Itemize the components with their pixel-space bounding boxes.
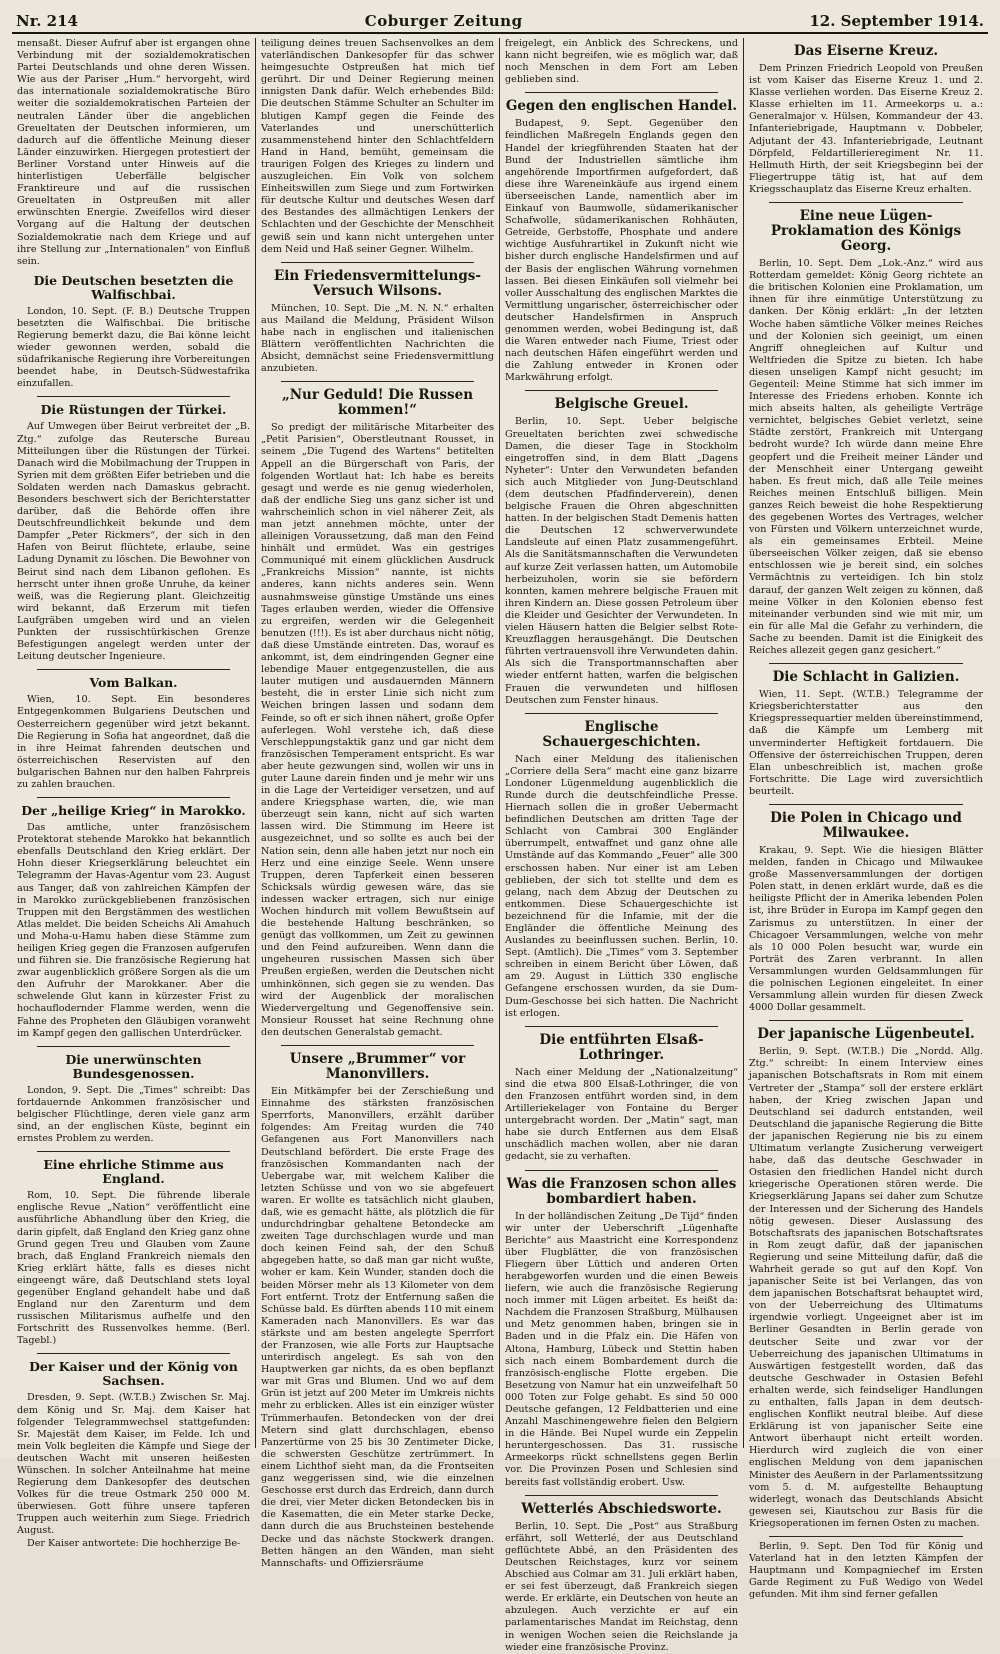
newspaper-title: Coburger Zeitung [364,12,523,30]
article-headline: Die unerwünschten Bundesgenossen. [65,1051,202,1081]
article-text: Nach einer Meldung der „Nationalzeitung“ sind die etwa 800 Elsaß-Lothringer, die von den Franzosen entführt worden sind, in dem Artilleriekelager von Fontaine du Berger untergebracht worden. Der „Matin“ sagt, man habe sie durch Entfernen aus dem Elsaß unschädlich machen wollen, aber nie daran gedacht, sie zu verhaften. [505,1066,738,1163]
article-text: Rom, 10. Sept. Die führende liberale englische Revue „Nation“ veröffentlicht eine ausführliche Abhandlung über den Krieg, die darin gipfelt, daß England den Krieg ganz ohne Grund gegen Treu und Glauben vom Zaune brach, daß England Frankreich niemals den Krieg erklärt hätte, falls es dieses nicht eingeengt wäre, daß Deutschland stets loyal gegenüber England gehandelt habe und daß England nur den Zarenturm und dem russischen Militarismus aufhelfe und den Fortschritt des Russenvolkes hemme. (Berl. Tagebl.) [17,1190,250,1347]
article-headline: Ein Friedensvermittelungs-Versuch Wilsons. [274,267,481,299]
divider [281,1045,474,1046]
column-1 [12,38,256,1549]
article-headline: Die entführten Elsaß-Lothringer. [539,1031,704,1063]
article-japan [749,1027,983,1530]
article-text: In der holländischen Zeitung „De Tijd“ finden wir unter der Ueberschrift „Lügenhafte Berichte“ aus Maastricht eine Korrespondenz über Flugblätter, die von französischen Fliegern über Lüttich und anderen Orten herabgeworfen wurden und die einen Beweis liefern, wie auch die französische Regierung noch immer mit Lügen arbeitet. Es heißt da: Nachdem die Franzosen Straßburg, Mülhausen und Metz genommen haben, bringen sie in Baden und in die Pfalz ein. Die Häfen von Altona, Hamburg, Lübeck und Stettin haben sich nach einem Bombardement durch die französisch-englische Flotte ergeben. Die Besetzung von Namur hat ein unzweifelhaft 50 000 Toten zur Folge gehabt. Es sind 50 000 Deutsche gefangen, 12 Feldbatterien und eine Anzahl Maschinengewehre fielen den Belgiern in die Hände. Bei Nupel wurde ein Zeppelin heruntergeschossen. Das 31. russische Armeekorps rückt schnellstens gegen Berlin vor. Die Provinzen Posen und Schlesien sind bereits fast vollständig erobert. Usw. [505,1210,738,1488]
article-russen-kommen [261,388,494,1039]
article-handel [505,99,738,384]
article-text: Wien, 11. Sept. (W.T.B.) Telegramme der Kriegsberichterstatter aus den Kriegspressequartier melden übereinstimmend, daß die Kämpfe um Lemberg mit unverminderter Heftigkeit fortdauern. Die Offensive der österreichischen Truppen, deren Elan unbeschreiblich ist, machen große Fortschritte. Die Lage wird zuversichtlich beurteilt. [749,689,983,797]
article-text: München, 10. Sept. Die „M. N. N.“ erhalten aus Mailand die Meldung, Präsident Wilson habe nach in englischen und italienischen Blättern veröffentlichten Nachrichten die Absicht, demnächst seine Friedensvermittlung anzubieten. [261,302,494,375]
article-wetterle [505,1502,738,1654]
article-headline: Englische Schauergeschichten. [542,718,701,750]
article-headline: Unsere „Brummer“ vor Manonvillers. [289,1051,466,1083]
article-text: London, 9. Sept. Die „Times“ schreibt: Das fortdauernde Ankommen französischer und belgischer Flüchtlinge, deren viele ganz arm sind, an der englischen Küste, beginnt ein ernstes Problem zu werden. [17,1084,250,1145]
divider [37,1046,230,1047]
divider [37,1353,230,1354]
article-headline: Eine neue Lügen-Proklamation des Königs Georg. [770,208,962,255]
article-georg [749,209,983,657]
article-headline: Die Polen in Chicago und Milwaukee. [770,809,962,841]
divider [769,1020,963,1021]
article-text: freigelegt, ein Anblick des Schreckens, und kann nicht begreifen, wie es möglich war, daß noch Menschen in dem Fort am Leben geblieben sind. [505,38,738,86]
article-marokko [17,804,250,1040]
article-headline: Eine ehrliche Stimme aus England. [43,1157,224,1187]
columns [12,38,988,1653]
article-elsass [505,1033,738,1164]
divider [37,396,230,397]
article-text: Berlin, 9. Sept. Den Tod für König und Vaterland hat in den letzten Kämpfen der Hauptmann und Kompagniechef im Ersten Garde Regiment zu Fuß Wedigo von Wedel gefunden. Mit ihm sind ferner gefallen [749,1541,983,1601]
divider [525,1170,718,1171]
article-headline: „Nur Geduld! Die Russen kommen!“ [281,387,474,419]
article-balkan [17,676,250,791]
issue-number: Nr. 214 [16,12,78,30]
divider [769,1536,963,1537]
article-text: Wien, 10. Sept. Ein besonderes Entgegenkommen Bulgariens Deutschen und Oesterreichern gegenüber wird jetzt bekannt. Die Regierung in Sofia hat angeordnet, daß die in ihre Heimat fahrenden deutschen und österreichischen Reservisten auf den bulgarischen Bahnen nur den halben Fahrpreis zu zahlen brauchen. [17,694,250,790]
masthead [12,8,988,34]
article-headline: Wetterlés Abschiedsworte. [521,1500,722,1517]
column-4 [744,38,988,1601]
article-text: Das amtliche, unter französischem Protektorat stehende Marokko hat bekanntlich ebenfalls Deutschland den Krieg erklärt. Der Hohn dieser Kriegserklärung beleuchtet ein Telegramm der Havas-Agentur vom 23. August aus Tanger, daß von zahlreichen Kämpfen der in Marokko zurückgebliebenen französischen Truppen mit den Bergstämmen des westlichen Atlas meldet. Die beiden Scheichs Ali Amahuch und Moha-u-Hamu haben diese Stämme zum heiligen Krieg gegen die Franzosen aufgerufen und führen sie. Die französische Regierung hat zwar augenblicklich größere Sorgen als die um den Aufruhr der Marokkaner. Aber die schwelende Glut kann in kürzester Frist zu hochauflodernder Flamme werden, wenn die Fahne des Propheten den Gläubigen voranweht im Kampf gegen den gallischen Unterdrücker. [17,822,250,1039]
article-text: Budapest, 9. Sept. Gegenüber den feindlichen Maßregeln Englands gegen den Handel der kriegführenden Staaten hat der Bund der Industriellen sämtliche ihm angehörende Importfirmen aufgefordert, daß diese ihre Wareneinkäufe aus irgend einem überseeischen Lande, namentlich aber im Einkauf von Baumwolle, südamerikanischer Schafwolle, südamerikanischen Rohhäuten, Getreide, Gerbstoffe, Phosphate und andere wichtige Ausfuhrartikel in Zukunft nicht wie bisher durch englische Handelsfirmen und auf der Basis der englischen Währung vornehmen lassen. Bei diesen Einkäufen soll vielmehr bei voller Ausschaltung des englischen Marktes die Vermittlung ungarischer, österreichischer oder deutscher Handelsfirmen in Anspruch genommen werden, wobei Bedingung ist, daß die Waren entweder nach Fiume, Triest oder nach deutschen Häfen eingeführt werden und die Zahlung entweder in Kronen oder Markwährung erfolgt. [505,118,738,384]
article-headline: Das Eiserne Kreuz. [793,43,939,59]
divider [37,669,230,670]
article-galizien [749,670,983,798]
issue-date: 12. September 1914. [809,12,984,30]
article-headline: Belgische Greuel. [554,396,689,413]
article-england [17,1158,250,1347]
article-text: Berlin, 9. Sept. (W.T.B.) Die „Nordd. Allg. Ztg.“ schreibt: In einem Interview eines japanischen Botschaftsrats in Rom mit einem Vertreter der „Stampa“ soll der erstere erklärt haben, der Krieg zwischen Japan und Deutschland sei dadurch entstanden, weil Deutschland die japanische Regierung die Bitte der japanischen Regierung nie bis zu einem Ultimatum verlangte Zusicherung verweigert habe, daß das deutsche Geschwader in Ostasien den friedlichen Handel nicht durch kriegerische Operationen stören werde. Die Kriegserklärung Japans sei daher zum Schutze der Interessen und der Sicherung des Handels nötig gewesen. Dieser Auslassung des Botschaftsrats des japanischen Botschaftsrates in Rom zeugt dafür, daß der japanischen Regierung und seine Mitteilung dafür, daß die Wahrheit gerade so gut auf den Kopf. Von japanischer Seite ist bei Verlangen, das von dem japanischen Botschaftsrat behauptet wird, von der Ueberreichung des Ultimatums irgendwie vorliegt. Ungeeignet aber ist im Berliner Gesandten in Berlin gerade von deutscher Seite und zwar vor der Ueberreichung des japanischen Ultimatums in Auswärtigen festgestellt worden, daß das deutsche Geschwader in Ostasien Befehl erhalten werde, sich feindseliger Handlungen zu enthalten, falls Japan in dem deutsch-englischen Konflikt neutral bleibe. Auf diese Erklärung ist von japanischer Seite eine Antwort überhaupt nicht erteilt worden. Hierdurch wird zugleich die von einer englischen Meldung von dem japanischen Minister des Aeußern in der Parlamentssitzung vom 5. d. M. aufgestellte Behauptung widerlegt, wonach das Deutschlands Absicht gewesen sei, Kiautschou zur Basis für die Kriegsoperationen im fernen Osten zu machen. [749,1046,983,1529]
article-text: Nach einer Meldung des italienischen „Corriere della Sera“ macht eine ganz bizarre Londoner Lügenmeldung augenblicklich die Runde durch die deutschfeindliche Presse. Hiernach sollen die in großer Uebermacht befindlichen Deutschen am dritten Tage der Schlacht von Cambrai 300 Engländer überrumpelt, entwaffnet und ganz ohne alle Umstände auf das Kommando „Feuer“ alle 300 erschossen haben. Nur einer ist am Leben geblieben, der sich tot stellte und dem es gelang, nach dem Abzug der Deutschen zu entkommen. Diese Schauergeschichte ist bezeichnend für die Infamie, mit der die Engländer die öffentliche Meinung des Auslandes zu beeinflussen suchen. Berlin, 10. Sept. (Amtlich). Die „Times“ vom 3. September schreiben in einem Bericht über Löwen, daß am 29. August in Lüttich 330 englische Gefangene erschossen wurden, da sie Dum-Dum-Geschosse bei sich hatten. Die Nachricht ist erlogen. [505,753,738,1019]
article-text: mensaßt. Dieser Aufruf aber ist ergangen ohne Verbindung mit der sozialdemokratischen Partei Deutschlands und ohne deren Wissen. Wie aus der Pariser „Hum.“ hervorgeht, wird das internationale sozialdemokratische Büro weiter die sozialdemokratischen Parteien der neutralen Länder über die angeblichen Greueltaten der Deutschen informieren, um dadurch auf die öffentliche Meinung dieser Länder einzuwirken. Hiergegen protestiert der Berliner Vorstand unter Hinweis auf die hinterlistigen Ueberfälle belgischer Franktireure und auf die russischen Greueltaten in Ostpreußen mit aller erwünschten Energie. Zweifellos wird dieser Vorgang auf die Haltung der deutschen Sozialdemokratie nach dem Kriege und auf ihre Stellung zur „Internationalen“ von Einfluß sein. [17,38,250,267]
article-headline: Der Kaiser und der König von Sachsen. [29,1359,238,1389]
article-headline: Die Rüstungen der Türkei. [40,402,227,418]
article-text: Auf Umwegen über Beirut verbreitet der „B. Ztg.“ zufolge das Reutersche Bureau Mitteilungen über die Rüstungen der Türkei. Danach wird die Mobilmachung der Truppen in Syrien mit dem größten Eifer betrieben und die Soldaten werden nach Damaskus gebracht. Besonders beschwert sich der Berichterstatter darüber, daß die Behörde offen ihre Deutschfreundlichkeit bekunde und dem Dampfer „Peter Rickmers“, der sich in den Hafen von Beirut flüchtete, erlaube, seine Ladung Dynamit zu löschen. Die Bewohner von Beirut sind nach dem Libanon geflohen. Es herrscht unter ihnen große Unruhe, da keiner weiß, was die Regierung plant. Gleichzeitig wird bekannt, daß Erzerum mit tiefen Laufgräben umgeben wird und an vielen Punkten der russischtürkischen Grenze Befestigungen angelegt werden unter der Leitung deutscher Ingenieure. [17,421,250,663]
divider [525,1495,718,1496]
article-headline: Vom Balkan. [89,675,178,691]
divider [525,1026,718,1027]
article-continuation [17,38,250,268]
divider [281,381,474,382]
article-headline: Der „heilige Krieg“ in Marokko. [21,803,246,819]
article-text: Dresden, 9. Sept. (W.T.B.) Zwischen Sr. Maj. dem König und Sr. Maj. dem Kaiser hat folgender Telegrammwechsel stattgefunden: Sr. Majestät dem Kaiser, im Felde. Ich und mein Volk begleiten die Kämpfe und Siege der deutschen Wacht mit unseren heißesten Wünschen. In solcher Anteilnahme hat meine Regierung dem Dankesopfer des deutschen Volkes für die treue Ostmark 250 000 M. überwiesen. Gott führe unsere tapferen Truppen auch weiterhin zum Siege. Friedrich August. [17,1392,250,1537]
article-greuel [505,397,738,706]
article-headline: Die Schlacht in Galizien. [772,669,960,686]
article-text: Dem Prinzen Friedrich Leopold von Preußen ist vom Kaiser das Eiserne Kreuz 1. und 2. Klasse verliehen worden. Das Eiserne Kreuz 2. Klasse erhielten im 11. Armeekorps u. a.: Generalmajor v. Hülsen, Kommandeur der 43. Infanteriebrigade, Hauptmann v. Dobbeler, Adjutant der 43. Infanteriebrigade, Leutnant Dörpfeld, Feldartillerieregiment Nr. 11. Hellmuth Hirth, der seit Kriegsbeginn bei der Fliegertruppe tätig ist, hat auf dem Kriegsschauplatz das Eiserne Kreuz erhalten. [749,63,983,195]
article-text: teiligung deines treuen Sachsenvolkes an dem vaterländischen Dankesopfer für das schwer heimgesuchte Ostpreußen hat mich tief gerührt. Dir und Deiner Regierung meinen innigsten Dank dafür. Welch erhebendes Bild: Die deutschen Stämme Schulter an Schulter im blutigen Kampf gegen die Feinde des Vaterlandes und unerschütterlich zusammenstehend hinter den Schlachtfeldern Hand in Hand, bemüht, gemeinsam die traurigen Folgen des Krieges zu lindern und auszugleichen. Ein Volk von solchem Einheitswillen zum Siege und zum Fortwirken für deutsche Kultur und deutsches Wesen darf des Bestandes des allmächtigen Lenkers der Schlachten und der Geschichte der Menschheit gewiß sein und kann nicht untergehen unter dem Neid und Haß seiner Gegner. Wilhelm. [261,38,494,255]
article-kaiser-koenig [17,1360,250,1549]
column-3 [500,38,744,1653]
article-headline: Der japanische Lügenbeutel. [757,1026,975,1043]
divider [37,1151,230,1152]
article-headline: Was die Franzosen schon alles bombardiert haben. [506,1175,737,1207]
article-walfischbai [17,274,250,391]
article-bundesgenossen [17,1053,250,1145]
divider [769,663,963,664]
article-polen [749,811,983,1014]
article-bombardiert [505,1177,738,1489]
article-text: Berlin, 10. Sept. Die „Post“ aus Straßburg erfährt, soll Wetterlé, der aus Deutschland geflüchtete Abbé, an den Präsidenten des Deutschen Reichstages, kurz vor seinem Abschied aus Colmar am 31. Juli erklärt haben, er sei fest überzeugt, daß Frankreich siegen werde. Er erklärte, ein Deutschen von heute an abzulegen. Auch verzichte er auf ein parlamentarisches Mandat im Reichstag, denn in wenigen Wochen seien die Reichslande ja wieder eine französische Provinz. [505,1520,738,1653]
column-2 [256,38,500,1569]
article-text: So predigt der militärische Mitarbeiter des „Petit Parisien“, Oberstleutnant Rousset, in seinem „Die Tugend des Wartens“ betitelten Appell an die Bürgerschaft von Paris, der folgenden Wortlaut hat: Ich habe es bereits gesagt und werde es nie genug wiederholen, daß der endliche Sieg uns ganz sicher ist und wahrscheinlich schon in viel näherer Zeit, als man jetzt annehmen möchte, unter der alleinigen Voraussetzung, daß man den Feind hinhält und ermüdet. Was ein gestriges Communiqué mit einem glücklichen Ausdruck „Frankreichs Mission“ nannte, ist nichts anderes, kann nichts anderes sein. Wenn ausnahmsweise günstige Umstände uns eines Tages erlauben werden, wieder die Offensive zu ergreifen, werden wir die Gelegenheit benutzen (!!!). Es ist aber durchaus nicht nötig, daß diese Umstände eintreten. Das, worauf es ankommt, ist, dem eindringenden Gegner eine lebendige Mauer entgegenzustellen, die aus lauter mutigen und ausdauernden Männern besteht, die in erster Linie sich nicht zum Weichen bringen lassen und sodann dem Feinde, so oft er sich ihnen nähert, große Opfer auferlegen. Wohl verstehe ich, daß diese Verschleppungstaktik ganz und gar nicht dem französischen Temperament entspricht. Es war aber heute gezwungen sind, wollen wir uns in guter Laune darein finden und je mehr wir uns in die Lage der Verteidiger versetzen, und auf andere Kriegsphase warten, die, wie man überzeugt sein kann, nicht auf sich warten lassen wird. Die Stimmung im Heere ist ausgezeichnet, und so sollte es auch bei der Nation sein, denn alle haben jetzt nur noch ein Herz und eine einzige Seele. Wenn unsere Truppen, deren Tapferkeit einen besseren Schicksals würdig gewesen wäre, das sie indessen wacker ertragen, sich nur einige Wochen hindurch mit vollem Bewußtsein auf die bestehende Haltung beschränken, so genügt das vollkommen, um Zeit zu gewinnen und den Feind aufzureiben. Wenn dann die ungeheuren russischen Massen sich über Preußen ergießen, werden die Deutschen nicht umhinkönnen, sich gegen sie zu wenden. Das wird der Augenblick der moralischen Wiedervergeltung und Gegenoffensive sein. Monsieur Rousset hat seine Rechnung ohne den deutschen Generalstab gemacht. [261,422,494,1038]
article-text: Berlin, 10. Sept. Ueber belgische Greueltaten berichten zwei schwedische Damen, die dieser Tage in Stockholm eingetroffen sind, in dem Blatt „Dagens Nyheter“: Unter den Verwundeten befanden sich auch Mitglieder von Jung-Deutschland (dem deutschen Pfadfinderverein), denen belgische Frauen die Ohren abgeschnitten hatten. In der belgischen Stadt Demenis hatten die Deutschen 12 schwerverwundete Landsleute auf einen Platz zusammengeführt. Als die Sanitätsmannschaften die Verwundeten auf kurze Zeit verlassen hatten, um Automobile herbeizuholen, worin sie sie befördern konnten, kamen mehrere belgische Frauen mit ihren Kindern an. Diese gossen Petroleum über die Kleider und Gesichter der Verwundeten. In vielen Häusern hatten die Belgier selbst Rote-Kreuzflaggen herausgehängt. Die Deutschen führten vertrauensvoll ihre Verwundeten dahin. Als sich die Transportmannschaften aber wieder entfernt hatten, warfen die belgischen Frauen die verwundeten und hilflosen Deutschen zum Fenster hinaus. [505,416,738,706]
article-text: London, 10. Sept. (F. B.) Deutsche Truppen besetzten die Walfischbai. Die britische Regierung bemerkt dazu, die Bai könne leicht wieder gewonnen werden, sobald die südafrikanische Regierung ihre Vorbereitungen beendet habe, in Deutsch-Südwestafrika einzufallen. [17,305,250,390]
divider [525,713,718,714]
article-schauergeschichten [505,720,738,1020]
article-tuerkei [17,403,250,663]
article-text: Ein Mitkämpfer bei der Zerschießung und Einnahme des stärksten französischen Sperrforts, Manonvillers, erzählt darüber folgendes: Am Freitag wurden die 740 Gefangenen aus Fort Manonvillers nach Deutschland befördert. Die erste Frage des französischen Kommandanten nach der Uebergabe war, mit welchem Kaliber die letzten Schüsse und von wo sie abgefeuert waren. Er wollte es tatsächlich nicht glauben, daß, wie es gemacht hätte, als plötzlich die für undurchdringbar gehaltene Betondecke am zweiten Tage durchschlagen wurde und man doch keinen Feind sah, der den Schuß abgegeben hatte, so daß man gar nicht wußte, woher er kam. Kein Wunder, standen doch die beiden Mörser mehr als 13 Kilometer von dem Fort entfernt. Trotz der Entfernung saßen die Schüsse bald. Es dürften abends 110 mit einem Kameraden nach Manonvillers. Es war das stärkste und am besten angelegte Sperrfort der Franzosen, wie alle Forts zur Hauptsache unterirdisch angelegt. Es sah von den Hauptwerken gar nichts, da es oben bepflanzt war mit Gras und Blumen. Und wo auf dem Grün ist jetzt auf 200 Meter im Umkreis nichts mehr zu erblicken. Alles ist ein einziger wüster Trümmerhaufen. Betondecken von der drei Metern sind glatt durchschlagen, ebenso Panzertürme von 25 bis 30 Zentimeter Dicke, die schwersten Geschütze zertrümmert. In einem Lichthof sieht man, da die Frontseiten ganz weggerissen sind, wie die einzelnen Geschosse erst durch das Erdreich, dann durch die drei, vier Meter dicken Betondecken bis in die Kasematten, die ein Meter starke Decke, dann durch die aus Bruchsteinen bestehende Decke und das nächste Stockwerk drangen. Betten hängen an den Wänden, man sieht Mannschafts- und Offiziersräume [261,1086,494,1569]
article-headline: Die Deutschen besetzten die Walfischbai. [33,272,234,302]
article-eisernes-kreuz [749,44,983,196]
divider [281,262,474,263]
article-gefallen [749,1541,983,1601]
divider [525,390,718,391]
article-continuation [261,38,494,256]
divider [769,202,963,203]
article-wilson [261,269,494,376]
divider [769,804,963,805]
article-continuation [505,38,738,86]
article-text: Der Kaiser antwortete: Die hochherzige Be- [27,1537,241,1549]
article-text: Berlin, 10. Sept. Dem „Lok.-Anz.“ wird aus Rotterdam gemeldet: König Georg richtete an die britischen Kolonien eine Proklamation, um ihnen für ihre einmütige Unterstützung zu danken. Der König erklärt: „In der letzten Woche haben sämtliche Völker meines Reiches und der Kolonien sich geeinigt, um einen Angriff ohnegleichen auf Kultur und Weltfrieden die Spitze zu bieten. Ich habe diesen unseligen Kampf nicht gesucht; im Gegenteil: Meine Stimme hat sich immer im Interesse des Friedens erhoben. Konnte ich mich abseits halten, als geheiligte Verträge vernichtet, belgisches Gebiet verletzt, seine Städte zerstört, Frankreich mit Untergang bedroht wurde? Ich würde dann meine Ehre geopfert und die Freiheit meiner Länder und der Menschheit einer Untergang geweiht haben. Es freut mich, daß alle Teile meines Reiches meinen Entschluß billigen. Mein ganzes Reich beweist die hohe Respektierung des gegebenen Wortes des Vertrages, welcher von Fürsten und Völkern unterzeichnet wurde, als ein gemeinsames Erbteil. Meine überseeischen Völker zeigen, daß sie ebenso entschlossen wie je bereit sind, ein solches Vermächtnis zu verteidigen. Ich bin stolz darauf, der ganzen Welt zeigen zu können, daß meine Völker in den Kolonien ebenso fest miteinander verbunden sind wie mit mir, um ein für alle Mal die Gefahr zu verhindern, die Sache zu beenden. Damit ist die Einigkeit des Reiches allezeit gegen ganz gesichert.“ [749,258,983,657]
article-text: Krakau, 9. Sept. Wie die hiesigen Blätter melden, fanden in Chicago und Milwaukee große Massenversammlungen der dortigen Polen statt, in denen erklärt wurde, daß es die heiligste Pflicht der in Amerika lebenden Polen ist, ihre Brüder in Europa im Kampf gegen den Zarismus zu unterstützen. In einer der Chicagoer Versammlungen, welche von mehr als 10 000 Polen besucht war, wurde ein Porträt des Zaren verbrannt. In allen Versammlungen wurden Geldsammlungen für die polnischen Legionen eingeleitet. In einer Versammlung allein wurden für diesen Zweck 4000 Dollar gesammelt. [749,844,983,1014]
article-headline: Gegen den englischen Handel. [505,98,738,115]
divider [525,92,718,93]
article-manonvillers [261,1052,494,1570]
divider [37,797,230,798]
